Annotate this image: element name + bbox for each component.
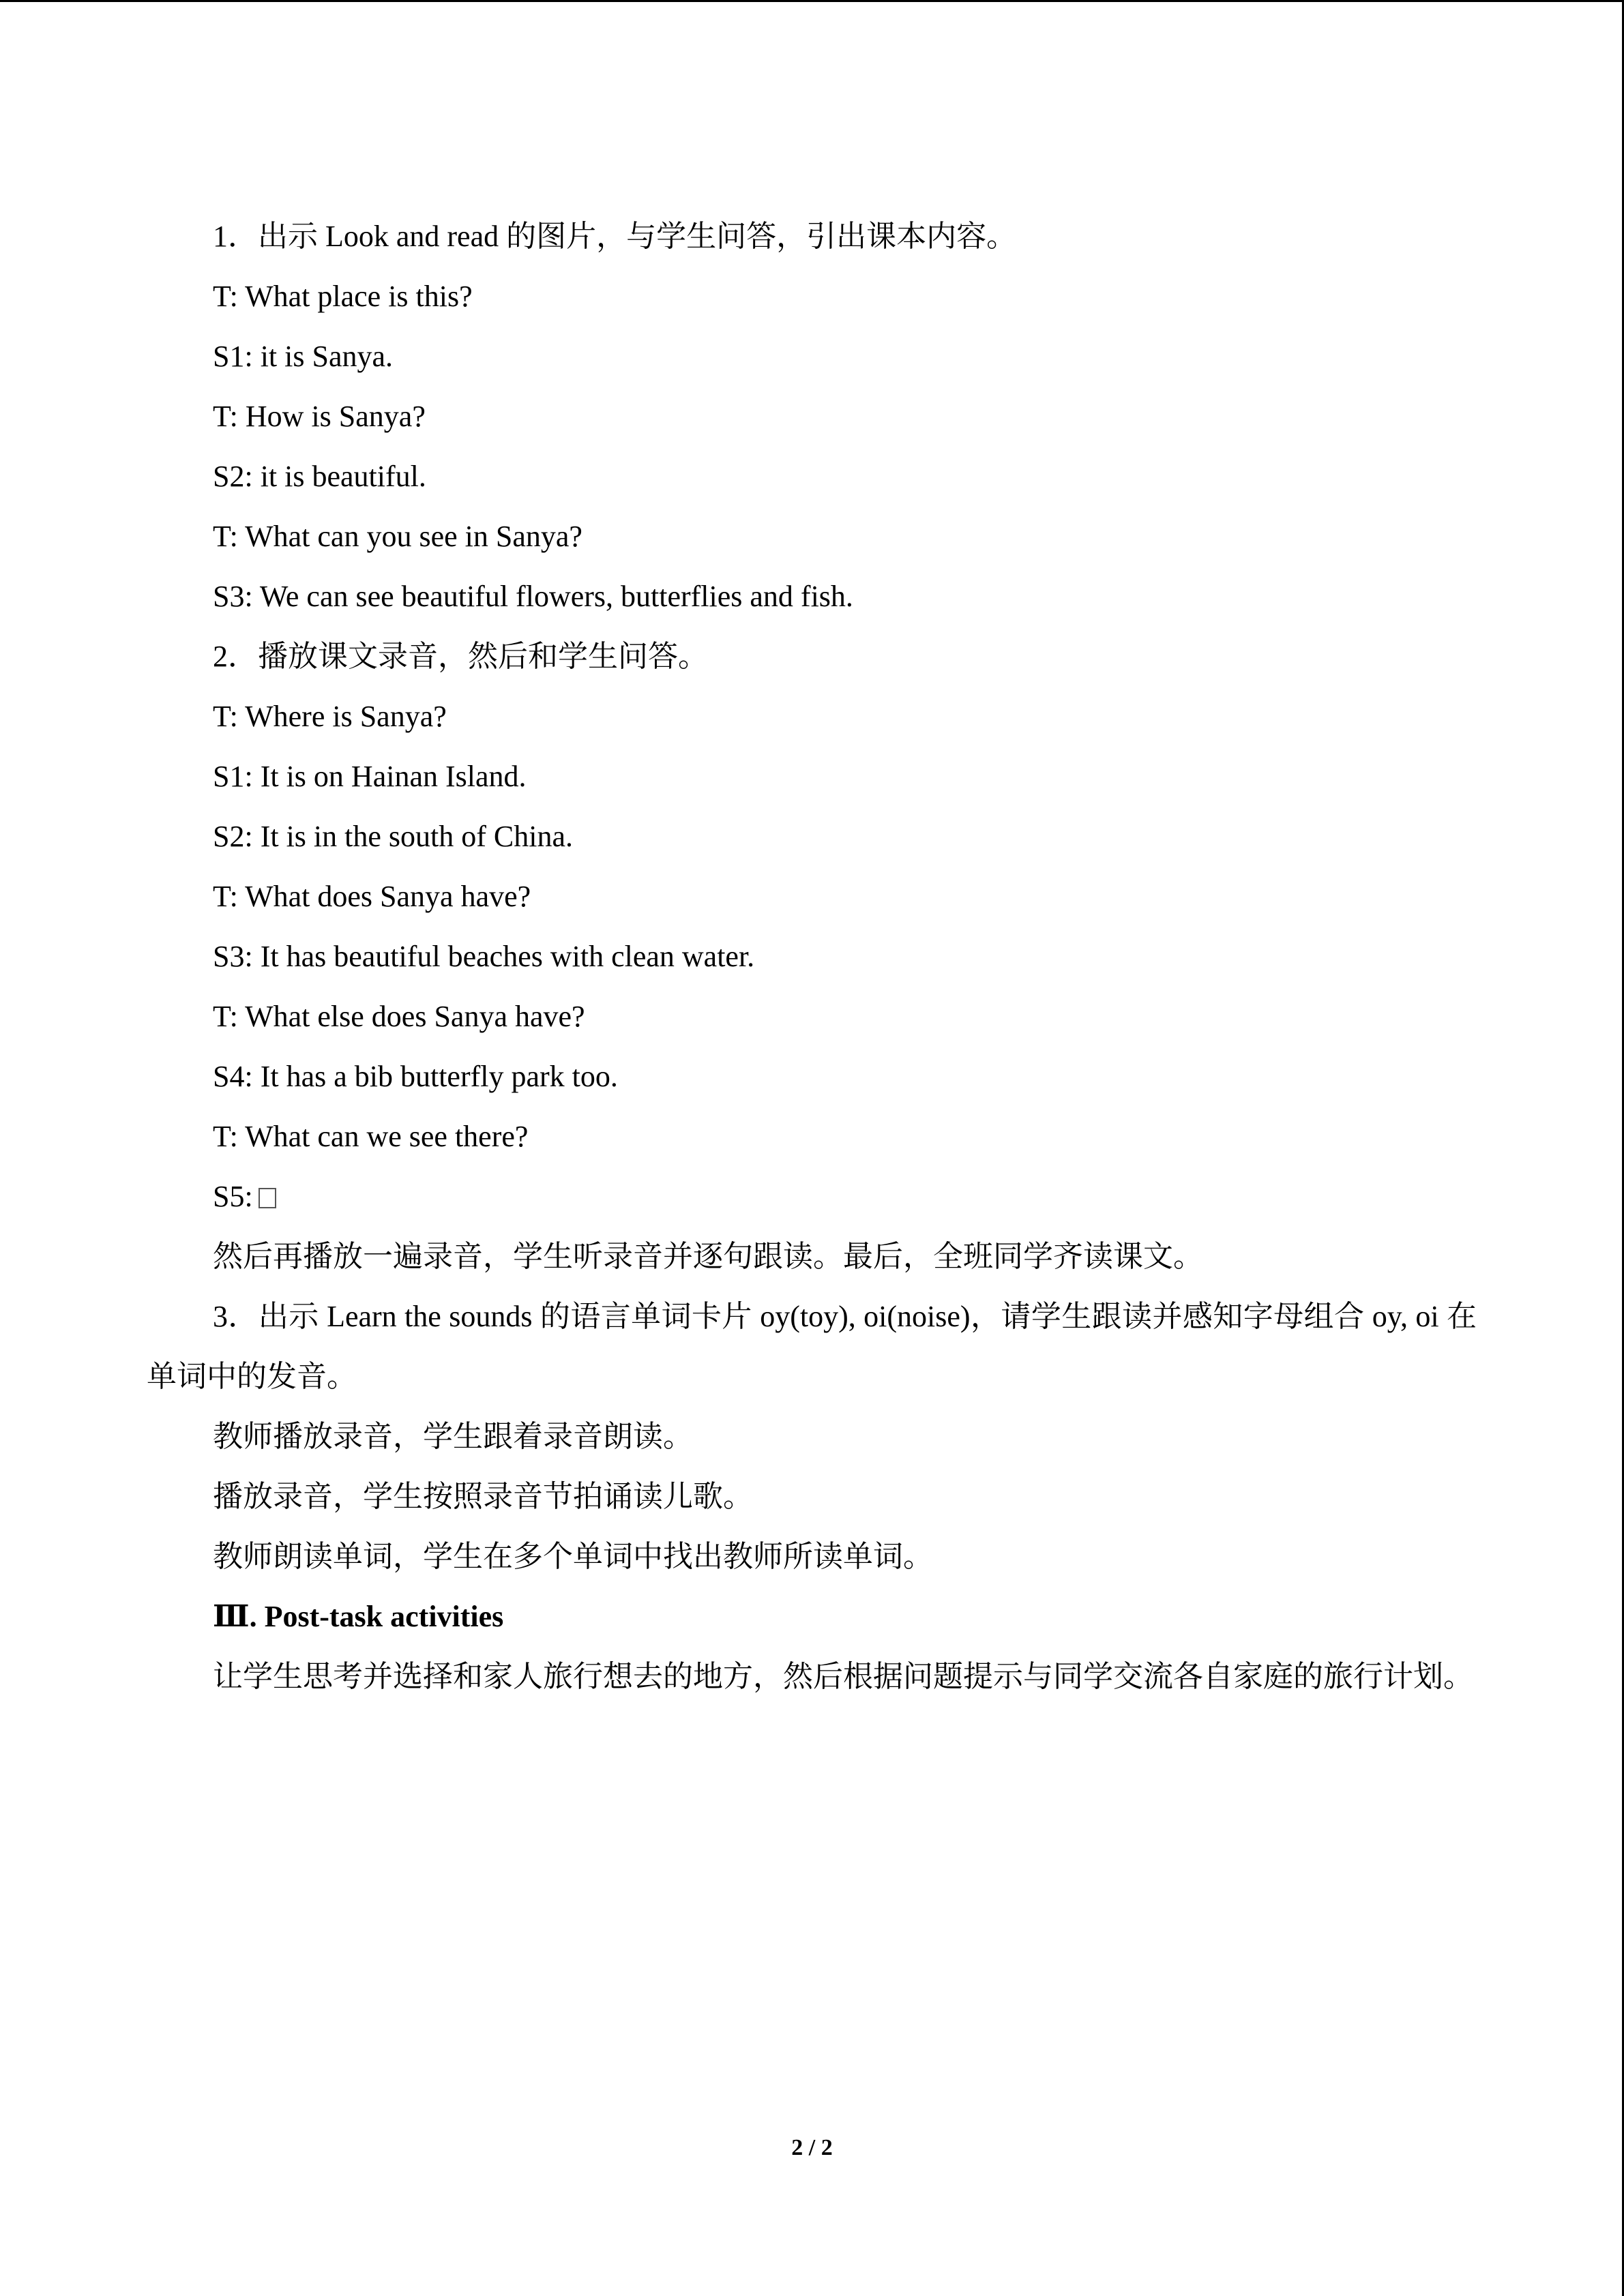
dialogue-line: S3: It has beautiful beaches with clean water. [213,940,755,973]
dialogue-line: S1: It is on Hainan Island. [213,760,527,793]
activity-line: 教师朗读单词，学生在多个单词中找出教师所读单词。 [213,1540,933,1573]
dialogue-line: S2: it is beautiful. [213,460,426,493]
dialogue-line: T: What place is this? [213,280,473,313]
step-3-paragraph: 3．出示 Learn the sounds 的语言单词卡片 oy(toy), oi(noise)，请学生跟读并感知字母组合 oy, oi 在单词中的发音。 [147,1300,1477,1393]
page-number: 2 / 2 [791,2135,833,2160]
blank-box-icon [259,1188,276,1208]
dialogue-line: S3: We can see beautiful flowers, butterflies and fish. [213,580,853,613]
dialogue-line-s5-text: S5: [213,1180,253,1213]
dialogue-line: S4: It has a bib butterfly park too. [213,1060,618,1093]
dialogue-line: T: What can we see there? [213,1120,529,1153]
dialogue-line-s5 [147,1167,1477,1227]
step-1-paragraph: 1．出示 Look and read 的图片，与学生问答，引出课本内容。 [213,220,1017,253]
section-heading: Ⅲ. Post-task activities [213,1600,504,1633]
dialogue-line: T: What else does Sanya have? [213,1000,585,1033]
activity-line: 播放录音，学生按照录音节拍诵读儿歌。 [213,1480,753,1513]
dialogue-line: S2: It is in the south of China. [213,820,573,853]
dialogue-line: T: How is Sanya? [213,400,426,433]
step-2-paragraph: 2．播放课文录音，然后和学生问答。 [213,640,708,673]
activity-line: 教师播放录音，学生跟着录音朗读。 [213,1420,693,1453]
dialogue-line: T: What can you see in Sanya? [213,520,582,553]
document-body [147,207,1477,1707]
dialogue-line: T: Where is Sanya? [213,700,447,733]
post-task-paragraph: 让学生思考并选择和家人旅行想去的地方，然后根据问题提示与同学交流各自家庭的旅行计划。 [213,1660,1473,1693]
dialogue-line: S1: it is Sanya. [213,340,394,373]
dialogue-line: T: What does Sanya have? [213,880,531,913]
follow-reading-paragraph: 然后再播放一遍录音，学生听录音并逐句跟读。最后，全班同学齐读课文。 [213,1240,1203,1273]
